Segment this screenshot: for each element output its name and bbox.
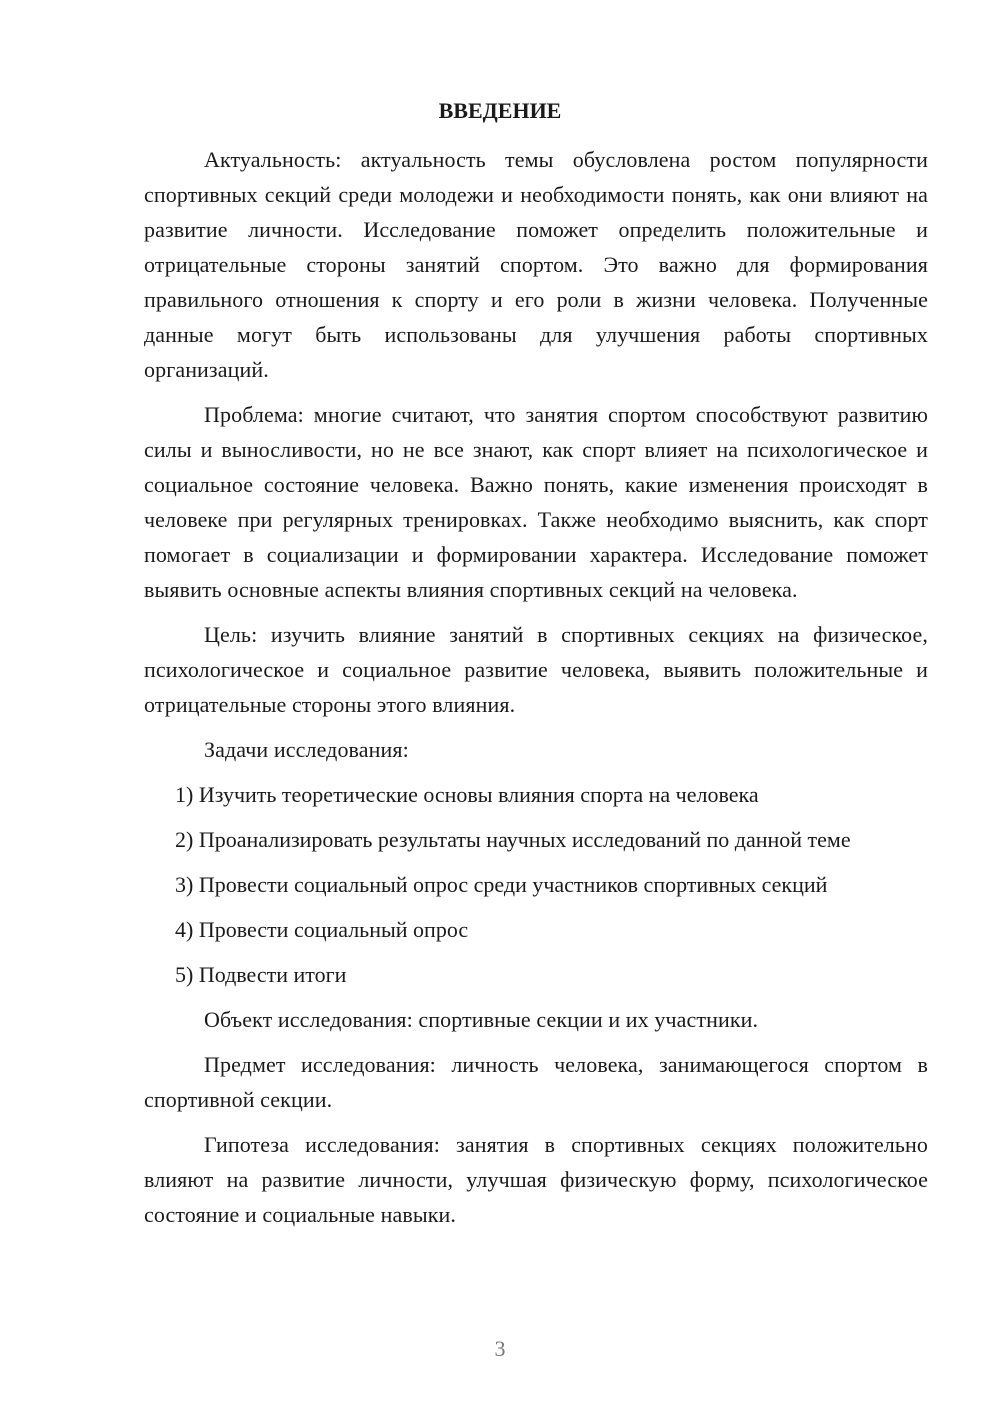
relevance-paragraph: Актуальность: актуальность темы обусловлена ростом популярности спортивных секций среди молодежи и необходимости понять, как они влияют на развитие личности. Исследование поможет определить положительные и отрицательные стороны занятий спортом. Это важно для формирования правильного отношения к спорту и его роли в жизни человека. Полученные данные могут быть использованы для улучшения работы спортивных организаций. bbox=[144, 147, 928, 382]
goal-paragraph: Цель: изучить влияние занятий в спортивных секциях на физическое, психологическое и социальное развитие человека, выявить положительные и отрицательные стороны этого влияния. bbox=[144, 622, 928, 717]
task-item: 2) Проанализировать результаты научных исследований по данной теме bbox=[175, 827, 851, 852]
task-item: 3) Провести социальный опрос среди участников спортивных секций bbox=[175, 872, 828, 897]
task-item: 4) Провести социальный опрос bbox=[175, 917, 469, 942]
hypothesis-paragraph: Гипотеза исследования: занятия в спортивных секциях положительно влияют на развитие личности, улучшая физическую форму, психологическое состояние и социальные навыки. bbox=[144, 1132, 928, 1227]
object-paragraph: Объект исследования: спортивные секции и их участники. bbox=[204, 1007, 759, 1032]
tasks-heading: Задачи исследования: bbox=[204, 737, 409, 762]
problem-paragraph: Проблема: многие считают, что занятия спортом способствуют развитию силы и выносливости, но не все знают, как спорт влияет на психологическое и социальное состояние человека. Важно понять, какие изменения происходят в человеке при регулярных тренировках. Также необходимо выяснить, как спорт помогает в социализации и формировании характера. Исследование поможет выявить основные аспекты влияния спортивных секций на человека. bbox=[144, 402, 928, 602]
task-item: 5) Подвести итоги bbox=[175, 962, 347, 987]
page-number: 3 bbox=[494, 1336, 506, 1361]
document-body bbox=[144, 142, 928, 1242]
subject-paragraph: Предмет исследования: личность человека, занимающегося спортом в спортивной секции. bbox=[144, 1052, 928, 1112]
task-item: 1) Изучить теоретические основы влияния спорта на человека bbox=[175, 782, 759, 807]
page-title: ВВЕДЕНИЕ bbox=[438, 98, 562, 123]
